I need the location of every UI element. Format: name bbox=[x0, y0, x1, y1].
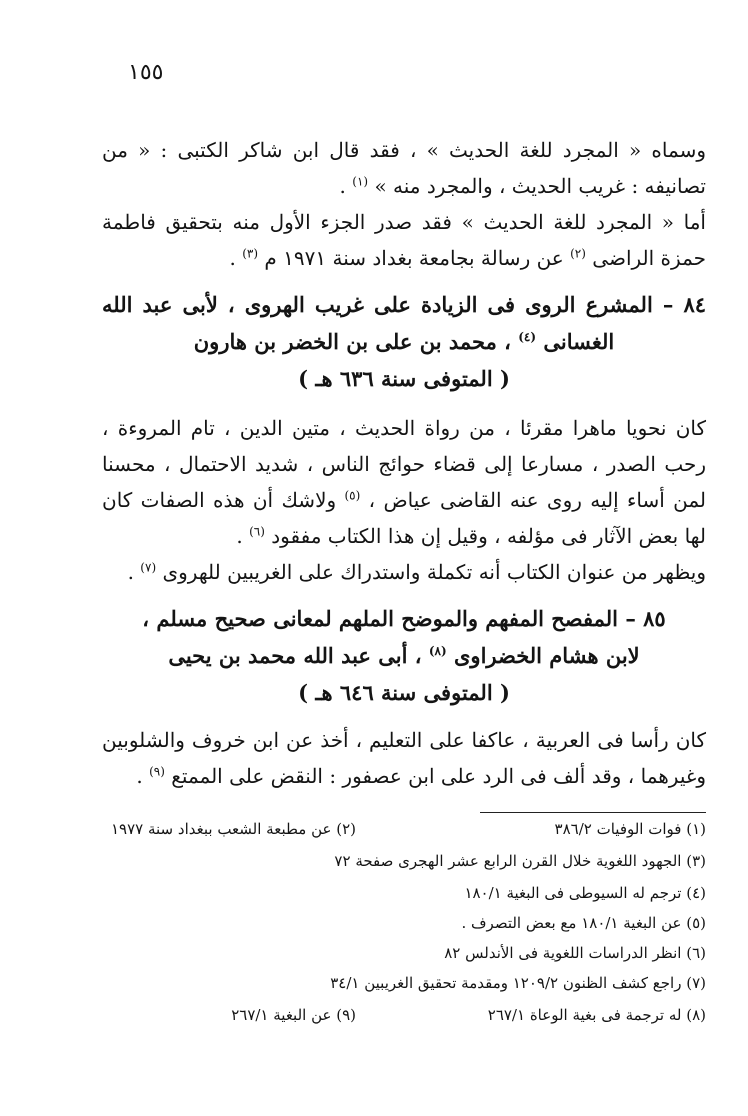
intro-paragraph-2 bbox=[102, 204, 706, 276]
entry-85-p1-end: . bbox=[136, 764, 150, 788]
footnote-ref-9: (٩) bbox=[149, 764, 165, 779]
entry-85-title-line-1: ٨٥ – المفصح المفهم والموضح الملهم لمعانى صحيح مسلم ، bbox=[142, 606, 666, 631]
footnote-ref-5: (٥) bbox=[344, 488, 361, 503]
entry-85-death-date: ( المتوفى سنة ٦٤٦ هـ ) bbox=[298, 680, 510, 705]
footnote-ref-6: (٦) bbox=[249, 524, 265, 539]
footnote-divider bbox=[480, 812, 706, 813]
entry-84-p1-text-b: ولاشك أن هذه الصفات كان لها بعض الآثار فى مؤلفه ، وقيل إن هذا الكتاب مفقود bbox=[102, 488, 706, 548]
intro-p2-text-a: أما « المجرد للغة الحديث » فقد صدر الجزء الأول منه بتحقيق فاطمة حمزة الراضى bbox=[102, 210, 706, 270]
intro-p2-end: . bbox=[229, 246, 243, 270]
footnote-7: (٧) راجع كشف الظنون ١٢٠٩/٢ ومقدمة تحقيق الغريبين ٣٤/١ bbox=[330, 974, 706, 992]
entry-84-p2-text: ويظهر من عنوان الكتاب أنه تكملة واستدراك على الغريبين للهروى bbox=[162, 560, 706, 584]
footnote-3: (٣) الجهود اللغوية خلال القرن الرابع عشر الهجرى صفحة ٧٢ bbox=[334, 852, 706, 870]
footnote-ref-3: (٣) bbox=[242, 246, 259, 261]
footnote-6: (٦) انظر الدراسات اللغوية فى الأندلس ٨٢ bbox=[444, 944, 706, 962]
entry-84-death-date: ( المتوفى سنة ٦٣٦ هـ ) bbox=[298, 366, 510, 391]
entry-84-p1-end: . bbox=[236, 524, 250, 548]
entry-84-paragraph-2 bbox=[102, 554, 706, 590]
footnote-ref-1: (١) bbox=[352, 174, 369, 189]
entry-85-title-line-2 bbox=[102, 637, 706, 674]
footnote-1: (١) فوات الوفيات ٣٨٦/٢ bbox=[554, 820, 706, 838]
footnote-ref-8: (٨) bbox=[428, 644, 447, 658]
footnote-2: (٢) عن مطبعة الشعب ببغداد سنة ١٩٧٧ bbox=[110, 820, 356, 838]
entry-84-title-line-1: ٨٤ – المشرع الروى فى الزيادة على غريب الهروى ، لأبى عبد الله bbox=[102, 292, 706, 317]
intro-p1-text: وسماه « المجرد للغة الحديث » ، فقد قال ابن شاكر الكتبى : « من تصانيفه : غريب الحديث ، والمجرد منه » bbox=[102, 138, 706, 198]
entry-84-p2-end: . bbox=[127, 560, 141, 584]
intro-p1-end: . bbox=[339, 174, 353, 198]
footnote-4: (٤) ترجم له السيوطى فى البغية ١٨٠/١ bbox=[464, 884, 706, 902]
entry-84-title-line-2 bbox=[102, 323, 706, 360]
entry-84-author-name: ، محمد بن على بن الخضر بن هارون bbox=[193, 329, 519, 354]
footnote-8: (٨) له ترجمة فى بغية الوعاة ٢٦٧/١ bbox=[487, 1006, 706, 1024]
footnote-ref-7: (٧) bbox=[140, 560, 157, 575]
footnote-ref-4: (٤) bbox=[518, 330, 537, 344]
footnote-9: (٩) عن البغية ٢٦٧/١ bbox=[231, 1006, 356, 1024]
entry-85-author-name: ، أبى عبد الله محمد بن يحيى bbox=[168, 643, 429, 668]
page-number: ١٥٥ bbox=[128, 60, 164, 85]
entry-84-paragraph-1 bbox=[102, 410, 706, 554]
entry-84-author: الغسانى bbox=[543, 329, 615, 354]
entry-85-heading bbox=[102, 600, 706, 711]
entry-84-heading bbox=[102, 286, 706, 397]
footnote-5: (٥) عن البغية ١٨٠/١ مع بعض التصرف . bbox=[461, 914, 706, 932]
entry-84-p1-text-a: كان نحويا ماهرا مقرئا ، من رواة الحديث ، متين الدين ، تام المروءة ، رحب الصدر ، مسارعا إلى قضاء حوائج الناس ، شديد الاحتمال ، محسنا لمن أساء إليه روى عنه القاضى عياض ، bbox=[102, 416, 706, 512]
entry-85-paragraph-1 bbox=[102, 722, 706, 794]
footnote-ref-2: (٢) bbox=[570, 246, 586, 261]
entry-85-author: لابن هشام الخضراوى bbox=[454, 643, 640, 668]
intro-paragraph-1 bbox=[102, 132, 706, 204]
intro-p2-text-b: عن رسالة بجامعة بغداد سنة ١٩٧١ م bbox=[264, 246, 571, 270]
entry-85-p1-text: كان رأسا فى العربية ، عاكفا على التعليم ، أخذ عن ابن خروف والشلوبين وغيرهما ، وقد ألف فى الرد على ابن عصفور : النقض على الممتع bbox=[102, 728, 706, 788]
